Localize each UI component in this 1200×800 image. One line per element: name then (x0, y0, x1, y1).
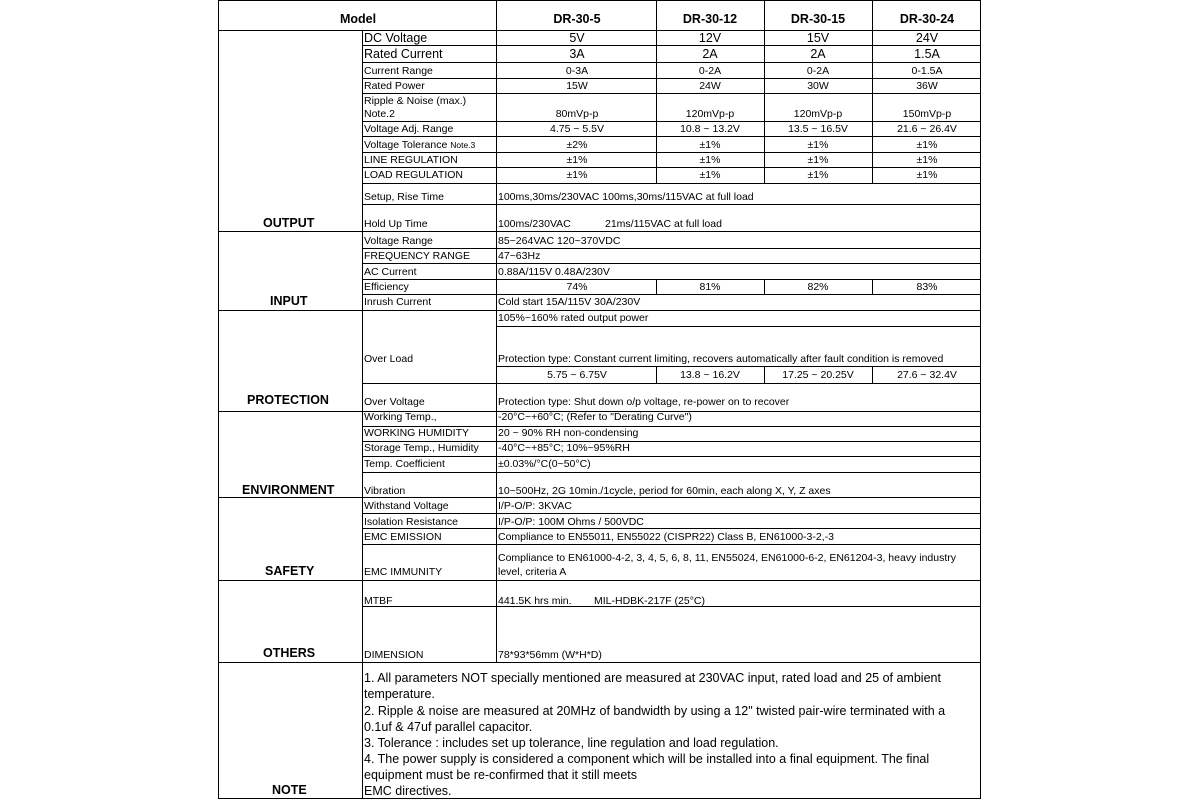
row-label-mtbf: MTBF (364, 595, 393, 607)
cell-value: ±1% (807, 154, 829, 166)
voltage-tolerance-text: Voltage Tolerance (364, 139, 448, 151)
grid-line-horizontal (362, 513, 981, 514)
cell-value: ±1% (699, 154, 721, 166)
working-temp-value: -20°C~+60°C; (Refer to "Derating Curve") (498, 411, 692, 423)
grid-line-vertical (764, 279, 765, 295)
grid-line-horizontal (218, 662, 981, 663)
grid-line-horizontal (362, 167, 981, 168)
emc-immunity-value-line1: Compliance to EN61000-4-2, 3, 4, 5, 6, 8, 11, EN55024, EN61000-6-2, EN61204-3, heavy industry (498, 552, 956, 564)
grid-line-horizontal (218, 0, 981, 1)
hold-up-value-b: 21ms/115VAC at full load (605, 218, 722, 230)
frequency-range-value: 47~63Hz (498, 250, 541, 262)
cell-value: ±1% (566, 169, 588, 181)
section-note: NOTE (272, 783, 307, 797)
row-label-line-regulation: LINE REGULATION (364, 154, 458, 166)
cell-value: 13.5 ~ 16.5V (788, 123, 848, 135)
grid-line-horizontal (362, 62, 981, 63)
grid-line-horizontal (362, 544, 981, 545)
over-load-line2: Protection type: Constant current limiting, recovers automatically after fault condition is removed (498, 353, 944, 365)
grid-line-horizontal (218, 497, 981, 498)
cell-value: ±2% (566, 139, 588, 151)
cell-value: 4.75 ~ 5.5V (549, 123, 605, 135)
cell-value: ±1% (807, 139, 829, 151)
voltage-range-value: 85~264VAC 120~370VDC (498, 235, 621, 247)
cell-value: 2A (810, 47, 826, 61)
model-dr-30-5: DR-30-5 (553, 12, 601, 26)
row-label-emc-immunity: EMC IMMUNITY (364, 566, 443, 578)
note-line: EMC directives. (364, 784, 452, 798)
grid-line-horizontal (362, 263, 981, 264)
row-label-withstand-voltage: Withstand Voltage (364, 500, 449, 512)
row-label-hold-up: Hold Up Time (364, 218, 428, 230)
grid-line-vertical (872, 0, 873, 31)
cell-value: 24V (915, 31, 939, 45)
row-label-emc-emission: EMC EMISSION (364, 531, 442, 543)
over-voltage-value: Protection type: Shut down o/p voltage, re-power on to recover (498, 396, 790, 408)
cell-value: 24W (699, 80, 721, 92)
note-line: 0.1uf & 47uf parallel capacitor. (364, 720, 533, 734)
cell-value: ±1% (916, 139, 938, 151)
cell-value: 3A (569, 47, 585, 61)
cell-value: 83% (916, 281, 938, 293)
grid-line-vertical (872, 366, 873, 384)
note-line: 3. Tolerance : includes set up tolerance, line regulation and load regulation. (364, 736, 779, 750)
grid-line-vertical (496, 0, 497, 663)
note-line: 1. All parameters NOT specially mentioned are measured at 230VAC input, rated load and 25 of ambient (364, 671, 941, 685)
row-label-voltage-adj: Voltage Adj. Range (364, 123, 454, 135)
note-line: equipment must be re-confirmed that it still meets (364, 768, 638, 782)
cell-value: 30W (807, 80, 829, 92)
row-label-rated-current: Rated Current (364, 47, 443, 61)
setup-rise-value: 100ms,30ms/230VAC 100ms,30ms/115VAC at full load (498, 191, 754, 203)
row-label-working-temp: Working Temp., (364, 411, 437, 423)
row-label-setup-rise: Setup, Rise Time (364, 191, 444, 203)
grid-line-horizontal (218, 798, 981, 799)
cell-value: 13.8 ~ 16.2V (680, 369, 740, 381)
grid-line-horizontal (362, 152, 981, 153)
cell-value: 120mVp-p (685, 108, 735, 120)
voltage-tolerance-note: Note.3 (450, 140, 476, 150)
row-label-dc-voltage: DC Voltage (364, 31, 428, 45)
cell-value: 74% (566, 281, 588, 293)
grid-line-horizontal (362, 183, 981, 184)
cell-value: 5V (569, 31, 585, 45)
cell-value: 0-2A (806, 65, 830, 77)
grid-line-horizontal (362, 93, 981, 94)
cell-value: ±1% (699, 169, 721, 181)
temp-coefficient-value: ±0.03%/°C(0~50°C) (498, 458, 591, 470)
row-label-inrush-current: Inrush Current (364, 296, 432, 308)
cell-value: 36W (916, 80, 938, 92)
row-label-efficiency: Efficiency (364, 281, 409, 293)
row-label-over-voltage: Over Voltage (364, 396, 425, 408)
grid-line-horizontal (362, 204, 981, 205)
cell-value: 0-1.5A (911, 65, 943, 77)
cell-value: 0-3A (565, 65, 589, 77)
row-label-isolation-resistance: Isolation Resistance (364, 516, 458, 528)
cell-value: ±1% (916, 169, 938, 181)
section-input: INPUT (270, 294, 308, 308)
grid-line-vertical (872, 279, 873, 295)
cell-value: 5.75 ~ 6.75V (547, 369, 607, 381)
model-dr-30-24: DR-30-24 (899, 12, 955, 26)
cell-value: ±1% (916, 154, 938, 166)
grid-line-vertical (980, 0, 981, 799)
grid-line-vertical (656, 0, 657, 31)
row-label-ac-current: AC Current (364, 266, 417, 278)
inrush-current-value: Cold start 15A/115V 30A/230V (498, 296, 641, 308)
cell-value: ±1% (807, 169, 829, 181)
cell-value: 17.25 ~ 20.25V (782, 369, 854, 381)
over-load-line1: 105%~160% rated output power (498, 312, 649, 324)
grid-line-horizontal (218, 231, 981, 232)
note-line: temperature. (364, 687, 435, 701)
emc-immunity-value-line2: level, criteria A (498, 566, 567, 578)
cell-value: 27.6 ~ 32.4V (897, 369, 957, 381)
row-label-rated-power: Rated Power (364, 80, 425, 92)
grid-line-horizontal (496, 326, 981, 327)
cell-value: ±1% (699, 139, 721, 151)
emc-emission-value: Compliance to EN55011, EN55022 (CISPR22) Class B, EN61000-3-2,-3 (498, 531, 834, 543)
row-label-vibration: Vibration (364, 485, 406, 497)
cell-value: 12V (698, 31, 722, 45)
grid-line-vertical (872, 30, 873, 184)
working-humidity-value: 20 ~ 90% RH non-condensing (498, 427, 639, 439)
mtbf-value-b: MIL-HDBK-217F (25°C) (594, 595, 705, 607)
withstand-voltage-value: I/P-O/P: 3KVAC (498, 500, 572, 512)
cell-value: 1.5A (914, 47, 940, 61)
grid-line-horizontal (362, 383, 981, 384)
row-label-frequency-range: FREQUENCY RANGE (364, 250, 470, 262)
cell-value: 82% (807, 281, 829, 293)
mtbf-value-a: 441.5K hrs min. (498, 595, 572, 607)
isolation-resistance-value: I/P-O/P: 100M Ohms / 500VDC (498, 516, 644, 528)
grid-line-horizontal (362, 294, 981, 295)
dimension-value: 78*93*56mm (W*H*D) (498, 649, 602, 661)
grid-line-vertical (218, 0, 219, 799)
grid-line-vertical (656, 366, 657, 384)
row-label-storage: Storage Temp., Humidity (364, 442, 479, 454)
note-line: 2. Ripple & noise are measured at 20MHz of bandwidth by using a 12" twisted pair-wire terminated with a (364, 704, 946, 718)
grid-line-horizontal (362, 121, 981, 122)
model-dr-30-15: DR-30-15 (790, 12, 846, 26)
model-header: Model (340, 12, 377, 26)
cell-value: 0-2A (698, 65, 722, 77)
grid-line-vertical (764, 0, 765, 31)
grid-line-horizontal (362, 78, 981, 79)
cell-value: 2A (702, 47, 718, 61)
grid-line-horizontal (496, 366, 981, 367)
section-protection: PROTECTION (247, 393, 329, 407)
model-dr-30-12: DR-30-12 (682, 12, 738, 26)
row-label-dimension: DIMENSION (364, 649, 424, 661)
cell-value: ±1% (566, 154, 588, 166)
cell-value: 21.6 ~ 26.4V (897, 123, 957, 135)
cell-value: 81% (699, 281, 721, 293)
grid-line-vertical (764, 30, 765, 184)
grid-line-horizontal (362, 248, 981, 249)
grid-line-horizontal (362, 45, 981, 46)
grid-line-vertical (656, 30, 657, 184)
row-label-load-regulation: LOAD REGULATION (364, 169, 463, 181)
ac-current-value: 0.88A/115V 0.48A/230V (498, 266, 610, 278)
section-safety: SAFETY (265, 564, 315, 578)
cell-value: 120mVp-p (793, 108, 843, 120)
row-label-temp-coefficient: Temp. Coefficient (364, 458, 445, 470)
section-output: OUTPUT (263, 216, 315, 230)
grid-line-horizontal (362, 528, 981, 529)
row-label-ripple-noise: Ripple & Noise (max.) (364, 95, 467, 107)
grid-line-horizontal (218, 580, 981, 581)
row-label-over-load: Over Load (364, 353, 414, 365)
grid-line-vertical (764, 366, 765, 384)
grid-line-horizontal (362, 456, 981, 457)
grid-line-vertical (362, 30, 363, 799)
cell-value: 150mVp-p (902, 108, 952, 120)
cell-value: 15W (566, 80, 588, 92)
grid-line-horizontal (362, 136, 981, 137)
row-label-working-humidity: WORKING HUMIDITY (364, 427, 469, 439)
row-label-voltage-tolerance (364, 139, 475, 151)
grid-line-horizontal (218, 30, 981, 31)
grid-line-horizontal (362, 472, 981, 473)
hold-up-value-a: 100ms/230VAC (498, 218, 571, 230)
row-label-ripple-note: Note.2 (364, 108, 395, 120)
row-label-current-range: Current Range (364, 65, 433, 77)
note-line: 4. The power supply is considered a component which will be installed into a final equipment. The final (364, 752, 930, 766)
grid-line-horizontal (218, 310, 981, 311)
cell-value: 10.8 ~ 13.2V (680, 123, 740, 135)
cell-value: 15V (806, 31, 830, 45)
vibration-value: 10~500Hz, 2G 10min./1cycle, period for 60min, each along X, Y, Z axes (498, 485, 831, 497)
section-environment: ENVIRONMENT (242, 483, 335, 497)
grid-line-horizontal (362, 279, 981, 280)
row-label-voltage-range: Voltage Range (364, 235, 433, 247)
cell-value: 80mVp-p (555, 108, 599, 120)
storage-value: -40°C~+85°C; 10%~95%RH (498, 442, 630, 454)
section-others: OTHERS (263, 646, 316, 660)
grid-line-vertical (656, 279, 657, 295)
